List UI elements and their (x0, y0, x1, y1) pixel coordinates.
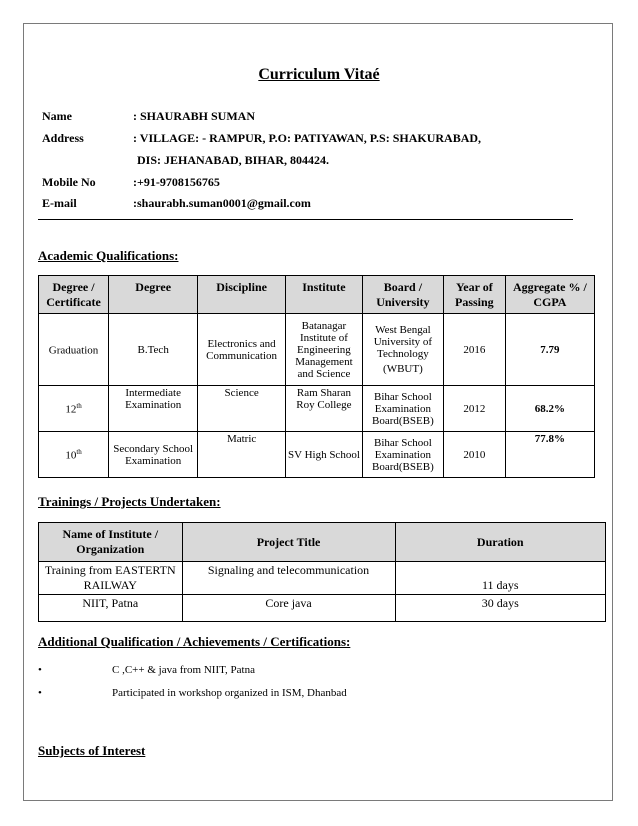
institute-cell: Ram Sharan Roy College (285, 386, 362, 432)
bullet-icon: • (38, 664, 42, 676)
col-header: Name of Institute / Organization (39, 523, 183, 562)
table-row (39, 562, 606, 595)
project-cell: Signaling and telecommunication (182, 562, 395, 595)
institute-cell: Batanagar Institute of Engineering Management and Science (285, 314, 362, 386)
duration-cell: 30 days (395, 595, 605, 622)
trainings-heading: Trainings / Projects Undertaken: (38, 494, 221, 509)
discipline-cell: Electronics and Communication (198, 314, 286, 386)
discipline-cell: Science (198, 386, 286, 432)
col-header: Year of Passing (443, 276, 505, 314)
table-header-row (39, 523, 606, 562)
institute-cell: Training from EASTERTN RAILWAY (39, 562, 183, 595)
name-value: : SHAURABH SUMAN (133, 109, 256, 123)
institute-cell: SV High School (285, 432, 362, 478)
email-value: :shaurabh.suman0001@gmail.com (133, 196, 311, 210)
interests-heading: Subjects of Interest (38, 743, 146, 758)
year-cell: 2012 (443, 386, 505, 432)
col-header: Degree / Certificate (39, 276, 109, 314)
table-row (39, 314, 595, 386)
year-cell: 2010 (443, 432, 505, 478)
level-text: 10 (65, 449, 77, 462)
col-header: Project Title (182, 523, 395, 562)
col-header: Degree (109, 276, 198, 314)
divider (38, 219, 573, 220)
degree-cell: Secondary School Examination (109, 432, 198, 478)
address-line2: DIS: JEHANABAD, BIHAR, 804424. (137, 153, 330, 167)
academic-heading: Academic Qualifications: (38, 248, 179, 263)
table-row (39, 386, 595, 432)
level-text: 12 (65, 403, 77, 416)
document-title: Curriculum Vitaé (258, 66, 380, 83)
mobile-value: :+91-9708156765 (133, 175, 220, 189)
level-cell (39, 386, 109, 432)
bullet-icon: • (38, 687, 42, 699)
board-cell (362, 314, 443, 386)
institute-cell: NIIT, Patna (39, 595, 183, 622)
discipline-cell: Matric (198, 432, 286, 478)
level-text: Graduation (48, 344, 99, 357)
list-item-text: C ,C++ & java from NIIT, Patna (112, 664, 255, 676)
duration-cell: 11 days (395, 562, 605, 595)
score-cell: 7.79 (505, 314, 594, 386)
score-cell: 77.8% (505, 432, 594, 478)
year-cell: 2016 (443, 314, 505, 386)
degree-cell: Intermediate Examination (109, 386, 198, 432)
board-cell: Bihar School Examination Board(BSEB) (362, 386, 443, 432)
address-line1: : VILLAGE: - RAMPUR, P.O: PATIYAWAN, P.S: SHAKURABAD, (133, 131, 482, 145)
board-cell: Bihar School Examination Board(BSEB) (362, 432, 443, 478)
level-cell (39, 314, 109, 386)
col-header: Institute (285, 276, 362, 314)
degree-cell: B.Tech (109, 314, 198, 386)
col-header: Board / University (362, 276, 443, 314)
table-header-row (39, 276, 595, 314)
email-label: E-mail (42, 196, 77, 210)
board-text: West Bengal University of Technology (373, 324, 433, 360)
name-label: Name (42, 109, 72, 123)
col-header: Discipline (198, 276, 286, 314)
mobile-label: Mobile No (42, 175, 96, 189)
level-sup: th (76, 401, 82, 410)
academic-table (38, 275, 595, 478)
project-cell: Core java (182, 595, 395, 622)
score-cell: 68.2% (505, 386, 594, 432)
col-header: Duration (395, 523, 605, 562)
address-label: Address (42, 131, 84, 145)
board-abbr: (WBUT) (383, 363, 423, 375)
level-sup: th (76, 447, 82, 456)
additional-heading: Additional Qualification / Achievements / Certifications: (38, 634, 351, 649)
trainings-table (38, 522, 606, 622)
table-row (39, 432, 595, 478)
table-row (39, 595, 606, 622)
list-item-text: Participated in workshop organized in ISM, Dhanbad (112, 687, 347, 699)
level-cell (39, 432, 109, 478)
col-header: Aggregate % / CGPA (505, 276, 594, 314)
